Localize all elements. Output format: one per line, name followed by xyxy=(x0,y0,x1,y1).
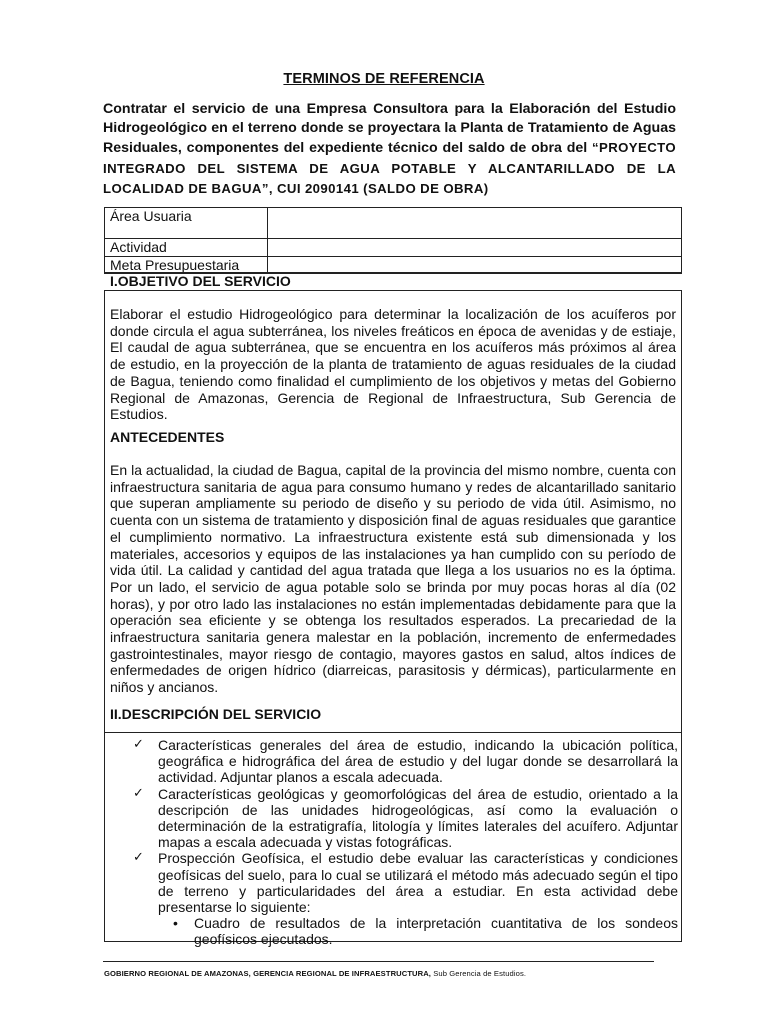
actividad-value xyxy=(268,239,682,257)
checkmark-icon: ✓ xyxy=(133,850,144,866)
divider xyxy=(104,290,682,291)
footer-department: Sub Gerencia de Estudios. xyxy=(431,969,527,978)
list-item xyxy=(133,786,678,851)
antecedentes-text: En la actualidad, la ciudad de Bagua, capital de la provincia del mismo nombre, cuenta con infraestructura sanitaria de agua para consumo humano y redes de alcantarillado sanitario que superan ampliamente su periodo de diseño y su periodo de vida útil. Asimismo, no cuenta con un sistema de tratamiento y disposición final de aguas residuales que garantice el cumplimiento normativo. La infraestructura existente está sub dimensionada y los materiales, accesorios y equipos de las instalaciones ya han cumplido con su período de vida útil. La calidad y cantidad del agua tratada que llega a los usuarios no es la óptima. Por un lado, el servicio de agua potable solo se brinda por muy pocas horas al día (02 horas), y por otro lado las instalaciones no están implementadas debidamente para que la operación sea eficiente y se obtenga los resultados esperados. La precariedad de la infraestructura sanitaria genera malestar en la población, incremento de enfermedades gastrointestinales, mayor riesgo de contagio, mayores gastos en salud, altos índices de enfermedades de origen hídrico (diarreicas, parasitosis y dérmicas), particularmente en niños y ancianos. xyxy=(110,462,676,696)
sub-list-item xyxy=(133,915,678,947)
bullet-icon: • xyxy=(173,915,178,932)
objetivo-title: I.OBJETIVO DEL SERVICIO xyxy=(110,273,291,289)
antecedentes-title: ANTECEDENTES xyxy=(110,429,225,445)
intro-paragraph xyxy=(103,100,676,199)
footer-rule xyxy=(103,961,654,962)
meta-presupuestaria-value xyxy=(268,257,682,274)
page-footer xyxy=(104,969,526,978)
intro-project-name: “PROYECTO INTEGRADO DEL SISTEMA DE AGUA POTABLE Y ALCANTARILLADO DE LA LOCALIDAD DE BAGUA”, CUI 2090141 (SALDO DE OBRA) xyxy=(103,140,676,196)
list-item-text: Prospección Geofísica, el estudio debe evaluar las características y condiciones geofísicas del suelo, para lo cual se utilizará el método más adecuado según el tipo de terreno y particularidades del área a estudiar. En esta actividad debe presentarse lo siguiente: xyxy=(158,850,678,916)
list-item xyxy=(133,850,678,915)
checkmark-icon: ✓ xyxy=(133,737,144,752)
list-item xyxy=(133,737,678,786)
table-row xyxy=(105,208,682,239)
checkmark-icon: ✓ xyxy=(133,785,144,801)
actividad-label: Actividad xyxy=(105,239,268,257)
objetivo-text: Elaborar el estudio Hidrogeológico para determinar la localización de los acuíferos por donde circula el agua subterránea, los niveles freáticos en época de avenidas y de estiaje, El caudal de agua subterránea, que se encuentra en los acuíferos más próximos al área de estudio, en la proyección de la planta de tratamiento de aguas residuales de la ciudad de Bagua, teniendo como finalidad el cumplimiento de los objetivos y metas del Gobierno Regional de Amazonas, Gerencia de Regional de Infraestructura, Sub Gerencia de Estudios. xyxy=(110,306,676,423)
document-title: TERMINOS DE REFERENCIA xyxy=(283,71,485,87)
descripcion-list xyxy=(133,737,678,948)
descripcion-title: II.DESCRIPCIÓN DEL SERVICIO xyxy=(110,706,322,722)
table-row xyxy=(105,239,682,257)
divider xyxy=(104,732,682,733)
area-usuaria-label: Área Usuaria xyxy=(105,208,268,239)
area-usuaria-value xyxy=(268,208,682,239)
list-item-text: Características generales del área de estudio, indicando la ubicación política, geográfica e hidrográfica del área de estudio y del lugar donde se desarrollará la actividad. Adjuntar planos a escala adecuada. xyxy=(158,737,678,786)
meta-presupuestaria-label: Meta Presupuestaria xyxy=(105,257,268,274)
table-row xyxy=(105,257,682,274)
footer-organization: GOBIERNO REGIONAL DE AMAZONAS, GERENCIA REGIONAL DE INFRAESTRUCTURA, xyxy=(104,969,432,978)
sub-list-item-text: Cuadro de resultados de la interpretación cuantitativa de los sondeos geofísicos ejecutados. xyxy=(194,915,678,948)
header-table xyxy=(104,207,682,274)
list-item-text: Características geológicas y geomorfológicas del área de estudio, orientado a la descripción de las unidades hidrogeológicas, así como la evaluación o determinación de la estratigrafía, litología y límites laterales del acuífero. Adjuntar mapas a escala adecuada y vistas fotográficas. xyxy=(158,785,678,851)
intro-text: Contratar el servicio de una Empresa Consultora para la Elaboración del Estudio Hidrogeológico en el terreno donde se proyectara la Planta de Tratamiento de Aguas Residuales, componentes del expediente técnico del saldo de obra del xyxy=(103,101,676,157)
